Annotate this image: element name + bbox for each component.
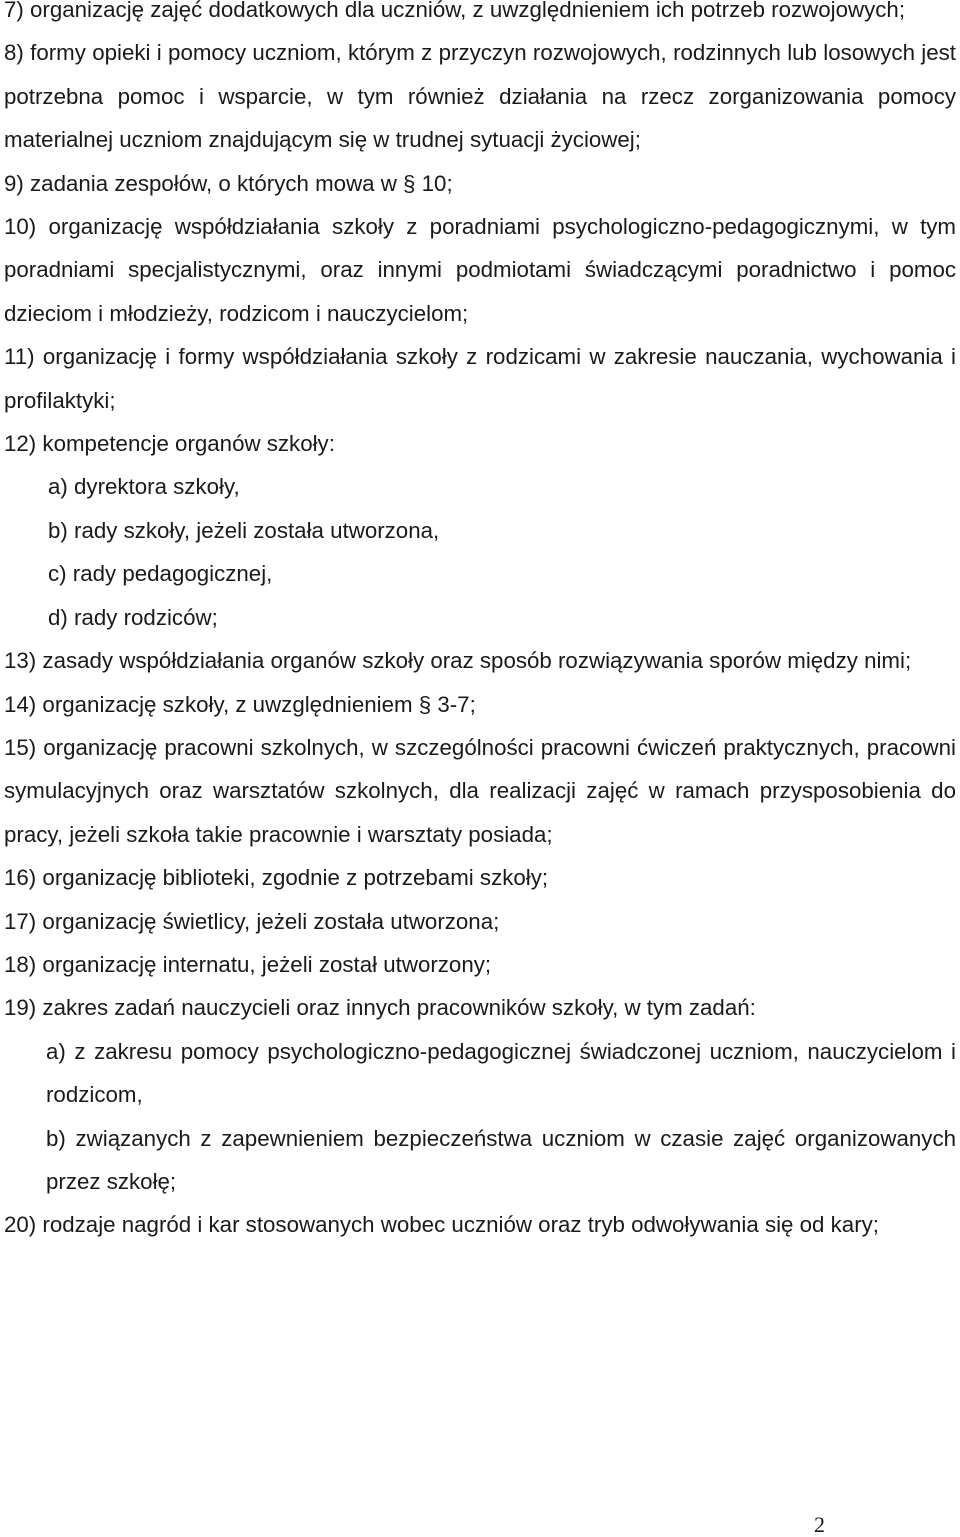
list-item: 12) kompetencje organów szkoły: bbox=[4, 431, 335, 457]
list-item: 17) organizację świetlicy, jeżeli została utworzona; bbox=[4, 908, 500, 934]
list-item: 13) zasady współdziałania organów szkoły oraz sposób rozwiązywania sporów między nimi; bbox=[4, 648, 912, 674]
sub-list-item: b) rady szkoły, jeżeli została utworzona, bbox=[48, 517, 440, 543]
list-item: 11) organizację i formy współdziałania szkoły z rodzicami w zakresie nauczania, wychowania i profilaktyki; bbox=[4, 344, 956, 413]
list-item: 9) zadania zespołów, o których mowa w § 10; bbox=[4, 170, 453, 196]
sub-list-item: a) z zakresu pomocy psychologiczno-pedagogicznej świadczonej uczniom, nauczycielom i rodzicom, bbox=[46, 1038, 956, 1108]
list-item: 16) organizację biblioteki, zgodnie z potrzebami szkoły; bbox=[4, 865, 549, 891]
sub-list-item: b) związanych z zapewnieniem bezpieczeństwa uczniom w czasie zajęć organizowanych przez szkołę; bbox=[46, 1125, 956, 1194]
list-item: 7) organizację zajęć dodatkowych dla uczniów, z uwzględnieniem ich potrzeb rozwojowych; bbox=[4, 0, 906, 22]
sub-list-item: d) rady rodziców; bbox=[48, 604, 218, 630]
page-number: 2 bbox=[814, 1512, 825, 1537]
list-item: 14) organizację szkoły, z uwzględnieniem § 3-7; bbox=[4, 691, 476, 717]
document-page bbox=[4, 0, 956, 1247]
sub-list-item: c) rady pedagogicznej, bbox=[48, 561, 273, 587]
list-item: 20) rodzaje nagród i kar stosowanych wobec uczniów oraz tryb odwoływania się od kary; bbox=[4, 1212, 879, 1238]
list-item: 8) formy opieki i pomocy uczniom, którym z przyczyn rozwojowych, rodzinnych lub losowych jest potrzebna pomoc i wsparcie, w tym również działania na rzecz zorganizowania pomocy materialnej uczniom znajdującym się w trudnej sytuacji życiowej; bbox=[4, 40, 956, 153]
list-item: 15) organizację pracowni szkolnych, w szczególności pracowni ćwiczeń praktycznych, pracowni symulacyjnych oraz warsztatów szkolnych, dla realizacji zajęć w ramach przysposobienia do pracy, jeżeli szkoła takie pracownie i warsztaty posiada; bbox=[4, 734, 956, 847]
list-item: 18) organizację internatu, jeżeli został utworzony; bbox=[4, 951, 492, 977]
sub-list-item: a) dyrektora szkoły, bbox=[48, 474, 240, 500]
list-item: 10) organizację współdziałania szkoły z poradniami psychologiczno-pedagogicznymi, w tym poradniami specjalistycznymi, oraz innymi podmiotami świadczącymi poradnictwo i pomoc dzieciom i młodzieży, rodzicom i nauczycielom; bbox=[4, 214, 956, 326]
list-item: 19) zakres zadań nauczycieli oraz innych pracowników szkoły, w tym zadań: bbox=[4, 995, 756, 1021]
